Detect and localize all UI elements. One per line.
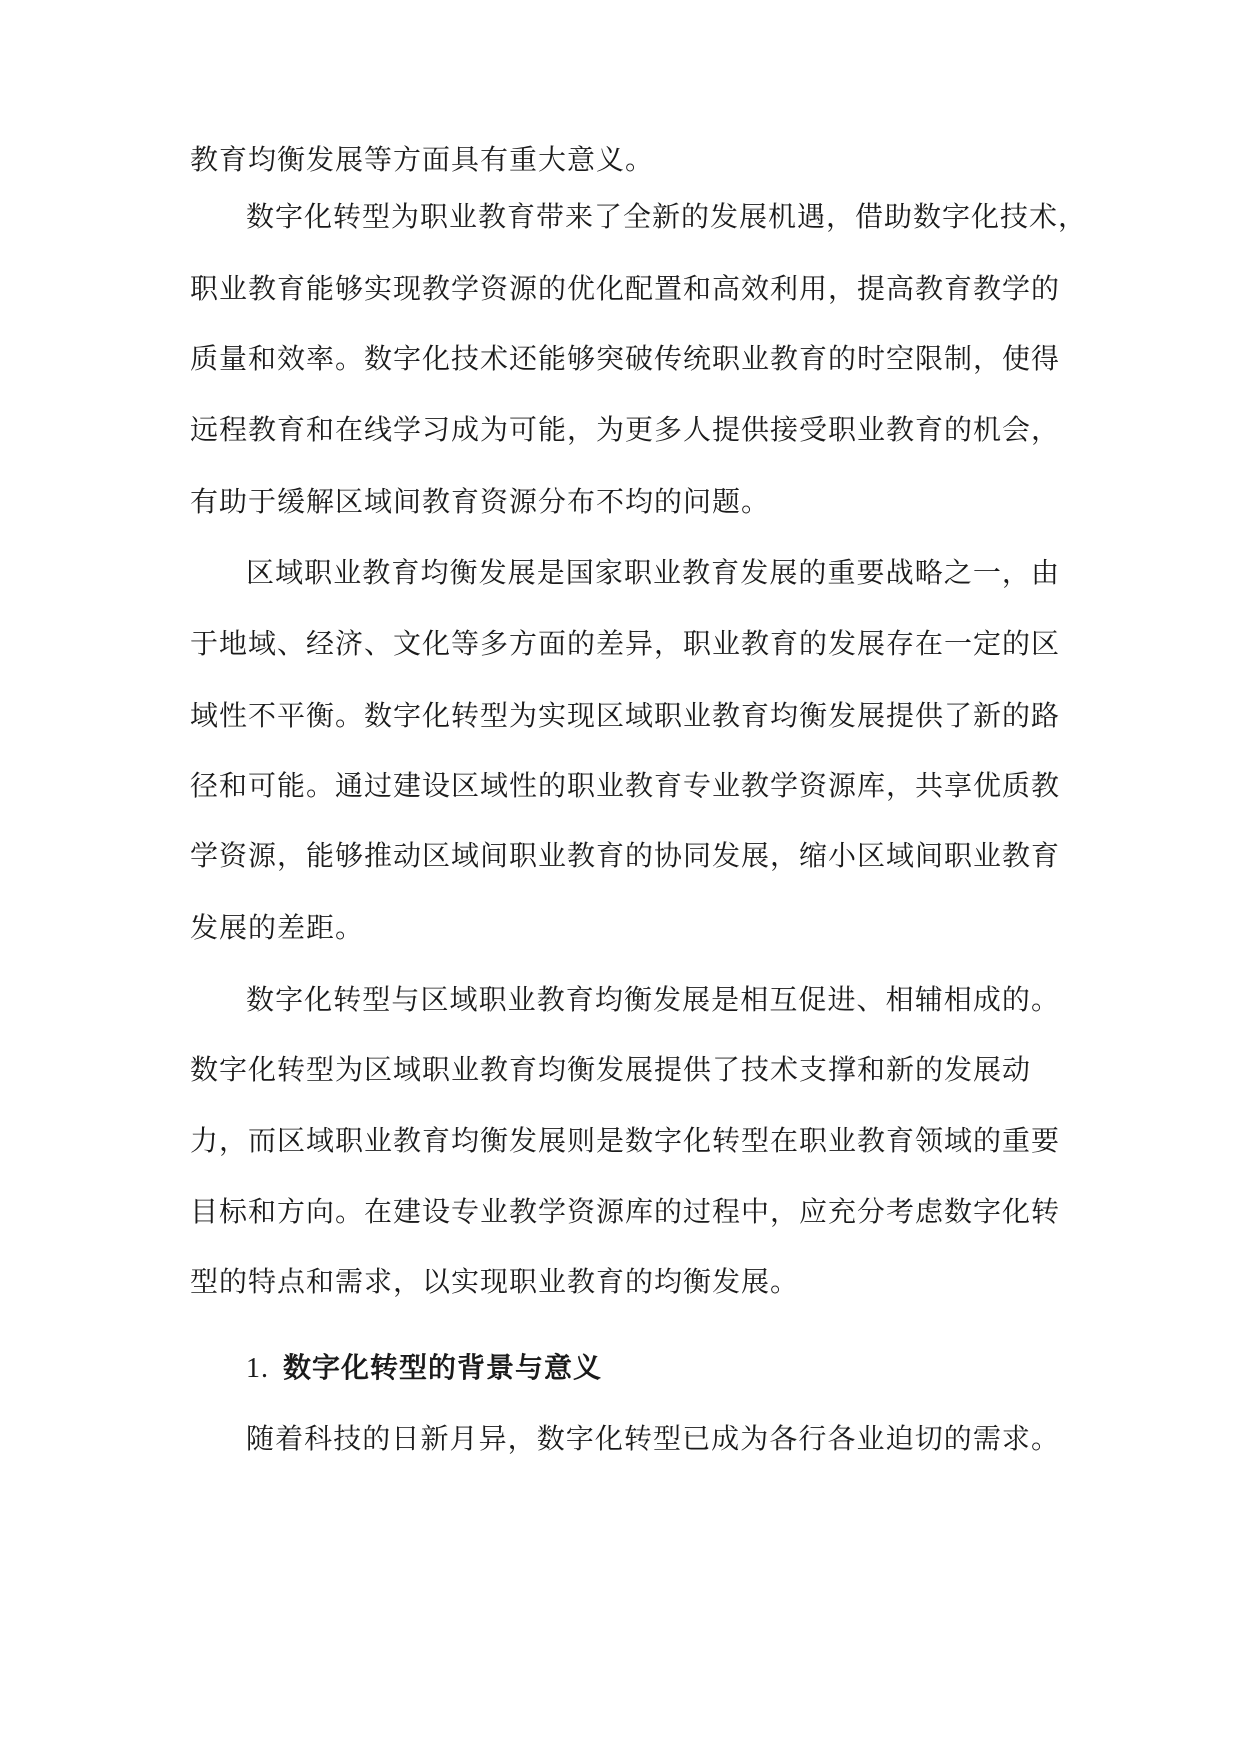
text-line: 教育均衡发展等方面具有重大意义。 — [190, 143, 655, 176]
text-line: 目标和方向。在建设专业教学资源库的过程中，应充分考虑数字化转 — [190, 1195, 1061, 1228]
section-title: 数字化转型的背景与意义 — [283, 1351, 603, 1384]
section-number: 1. — [246, 1353, 269, 1384]
text-line: 于地域、经济、文化等多方面的差异，职业教育的发展存在一定的区 — [190, 627, 1061, 660]
text-line: 径和可能。通过建设区域性的职业教育专业教学资源库，共享优质教 — [190, 769, 1061, 802]
text-line: 数字化转型为区域职业教育均衡发展提供了技术支撑和新的发展动 — [190, 1053, 1032, 1086]
text-line: 数字化转型为职业教育带来了全新的发展机遇，借助数字化技术， — [246, 200, 1088, 233]
text-line: 域性不平衡。数字化转型为实现区域职业教育均衡发展提供了新的路 — [190, 699, 1061, 732]
text-line: 区域职业教育均衡发展是国家职业教育发展的重要战略之一，由 — [246, 556, 1060, 589]
text-line: 质量和效率。数字化技术还能够突破传统职业教育的时空限制，使得 — [190, 342, 1061, 375]
text-line: 学资源，能够推动区域间职业教育的协同发展，缩小区域间职业教育 — [190, 839, 1061, 872]
text-line: 职业教育能够实现教学资源的优化配置和高效利用，提高教育教学的 — [190, 272, 1061, 305]
text-line: 有助于缓解区域间教育资源分布不均的问题。 — [190, 485, 771, 518]
text-line: 力，而区域职业教育均衡发展则是数字化转型在职业教育领域的重要 — [190, 1124, 1061, 1157]
text-line: 随着科技的日新月异，数字化转型已成为各行各业迫切的需求。 — [246, 1422, 1060, 1455]
text-line: 远程教育和在线学习成为可能，为更多人提供接受职业教育的机会， — [190, 413, 1061, 446]
text-line: 数字化转型与区域职业教育均衡发展是相互促进、相辅相成的。 — [246, 983, 1060, 1016]
text-line: 型的特点和需求，以实现职业教育的均衡发展。 — [190, 1265, 800, 1298]
section-heading — [246, 1348, 602, 1388]
text-line: 发展的差距。 — [190, 911, 365, 944]
